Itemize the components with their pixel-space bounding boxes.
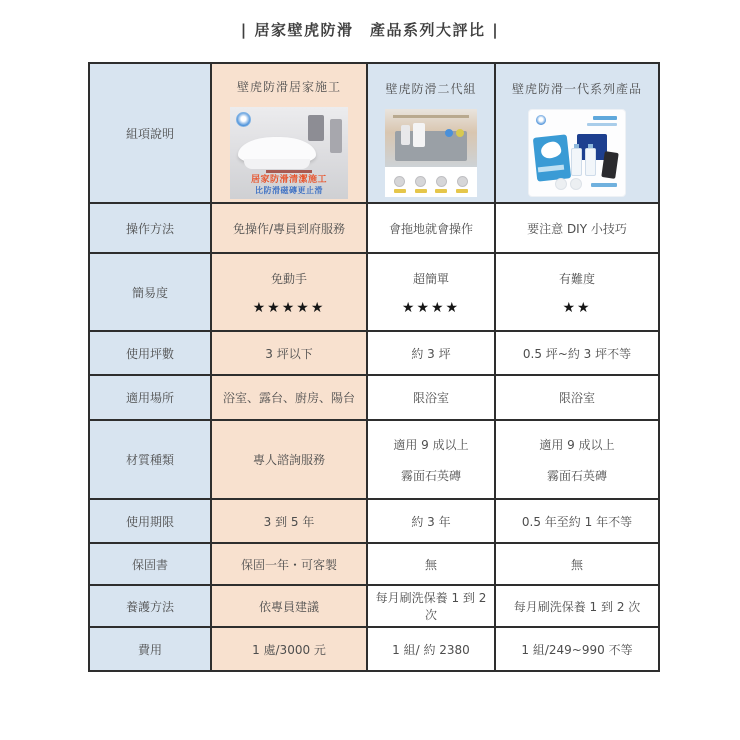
comparison-table (88, 62, 660, 672)
yellow-cap-shape (456, 129, 464, 137)
bathtub-base-shape (244, 159, 310, 169)
cell-maintenance-p3: 每月刷洗保養 1 到 2 次 (495, 585, 659, 627)
table-row-operation (89, 203, 659, 253)
row-label: 使用期限 (89, 499, 211, 543)
row-label: 養護方法 (89, 585, 211, 627)
cell-area-p2: 約 3 坪 (367, 331, 495, 375)
table-row-warranty (89, 543, 659, 585)
feature-icon (456, 176, 468, 193)
bathroom-cabinet-shape (330, 119, 342, 153)
cell-warranty-p3: 無 (495, 543, 659, 585)
cell-location-p3: 限浴室 (495, 375, 659, 420)
cell-warranty-p2: 無 (367, 543, 495, 585)
material-line: 適用 9 成以上 (539, 437, 615, 452)
product-3-name: 壁虎防滑一代系列產品 (511, 81, 642, 96)
accessory-circle-shape (570, 178, 582, 190)
cell-lifespan-p3: 0.5 年至約 1 年不等 (495, 499, 659, 543)
table-row-location (89, 375, 659, 420)
bottle-shape (571, 148, 582, 176)
row-label-products: 組項說明 (89, 63, 211, 203)
cell-ease-p3 (495, 253, 659, 331)
feature-icon (415, 176, 427, 193)
feature-icon (435, 176, 447, 193)
shelf-shape (393, 115, 469, 118)
star-rating: ★★★★★ (252, 299, 326, 316)
row-label: 簡易度 (89, 253, 211, 331)
ease-text: 有難度 (558, 271, 595, 286)
cell-maintenance-p1: 依專員建議 (211, 585, 367, 627)
cell-location-p1: 浴室、露台、廚房、陽台 (211, 375, 367, 420)
brand-logo-icon (236, 112, 251, 127)
cell-maintenance-p2: 每月刷洗保養 1 到 2 次 (367, 585, 495, 627)
bottle-shape (413, 123, 425, 147)
brand-logo-icon (536, 115, 546, 125)
row-label: 適用場所 (89, 375, 211, 420)
photo-caption-sub: 比防滑磁磚更止滑 (255, 186, 323, 196)
cell-cost-p2: 1 組/ 約 2380 (367, 627, 495, 671)
header-cell-product-2 (367, 63, 495, 203)
star-rating: ★★ (562, 299, 592, 316)
photo-microtext-bar (587, 123, 617, 126)
cell-cost-p1: 1 處/3000 元 (211, 627, 367, 671)
row-label: 使用坪數 (89, 331, 211, 375)
photo-microtext-bar (591, 183, 617, 187)
header-cell-product-1 (211, 63, 367, 203)
row-label: 材質種類 (89, 420, 211, 499)
material-line: 適用 9 成以上 (393, 437, 469, 452)
table-row-header (89, 63, 659, 203)
cell-ease-p1 (211, 253, 367, 331)
cell-operation-p1: 免操作/專員到府服務 (211, 203, 367, 253)
photo-microtext-bar (593, 116, 617, 120)
photo-caption-block (230, 170, 348, 196)
feature-icon (394, 176, 406, 193)
ease-text: 免動手 (270, 271, 307, 286)
table-row-cost (89, 627, 659, 671)
product-1-photo (230, 107, 348, 199)
cell-warranty-p1: 保固一年・可客製 (211, 543, 367, 585)
product-2-name: 壁虎防滑二代組 (385, 81, 477, 96)
ease-text: 超簡單 (412, 271, 449, 286)
product-2-photo (385, 109, 477, 197)
bottle-shape (585, 148, 596, 176)
photo-caption-accent: 居家防滑清潔施工 (250, 175, 327, 186)
row-label: 費用 (89, 627, 211, 671)
bathroom-window-shape (308, 115, 324, 141)
cell-operation-p3: 要注意 DIY 小技巧 (495, 203, 659, 253)
cell-area-p3: 0.5 坪~約 3 坪不等 (495, 331, 659, 375)
cell-material-p3 (495, 420, 659, 499)
material-line: 霧面石英磚 (546, 468, 607, 483)
kit-feature-icons (385, 176, 477, 193)
blue-cap-shape (445, 129, 453, 137)
cell-location-p2: 限浴室 (367, 375, 495, 420)
table-row-area (89, 331, 659, 375)
cell-material-p1: 專人諮詢服務 (211, 420, 367, 499)
page-title: | 居家壁虎防滑 產品系列大評比 | (240, 21, 500, 39)
material-line: 霧面石英磚 (400, 468, 461, 483)
table-row-material (89, 420, 659, 499)
cell-ease-p2 (367, 253, 495, 331)
product-1-name: 壁虎防滑居家施工 (236, 79, 341, 94)
accessory-circle-shape (555, 178, 567, 190)
product-3-photo (528, 109, 626, 197)
row-label: 保固書 (89, 543, 211, 585)
cell-area-p1: 3 坪以下 (211, 331, 367, 375)
black-pad-shape (601, 151, 618, 179)
cell-operation-p2: 會拖地就會操作 (367, 203, 495, 253)
header-cell-product-3 (495, 63, 659, 203)
row-label: 操作方法 (89, 203, 211, 253)
spray-bottle-shape (401, 125, 410, 145)
star-rating: ★★★★ (401, 299, 461, 316)
cell-material-p2 (367, 420, 495, 499)
table-row-lifespan (89, 499, 659, 543)
photo-microtext-bar (266, 170, 312, 173)
table-row-ease (89, 253, 659, 331)
cell-lifespan-p1: 3 到 5 年 (211, 499, 367, 543)
cell-cost-p3: 1 組/249~990 不等 (495, 627, 659, 671)
table-row-maintenance (89, 585, 659, 627)
cell-lifespan-p2: 約 3 年 (367, 499, 495, 543)
